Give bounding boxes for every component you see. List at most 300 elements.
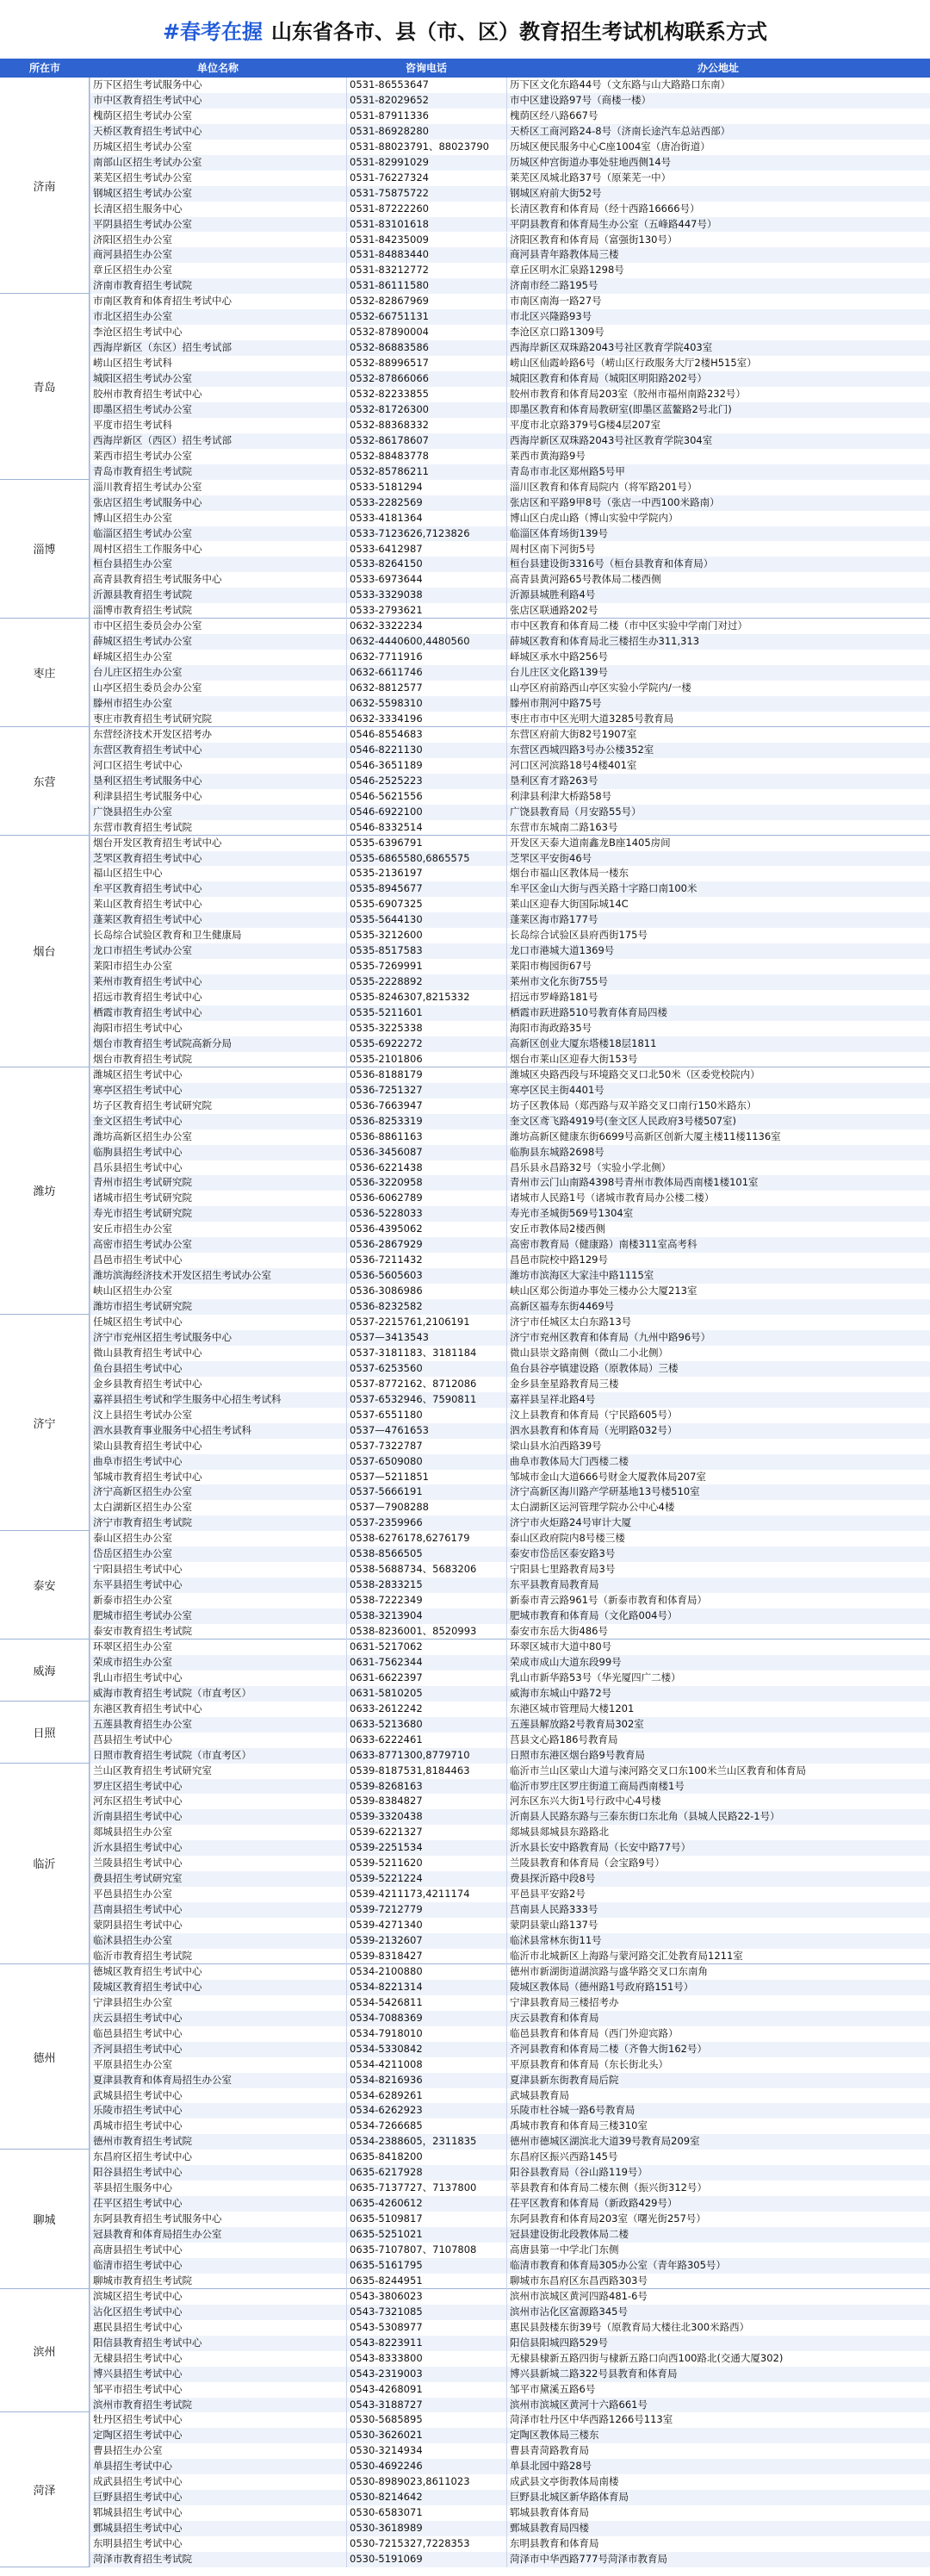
city-label: 日照 [0,1702,90,1763]
address-cell: 东平县教育局教育局 [506,1577,930,1593]
phone-cell: 0537-6253560 [346,1361,506,1377]
table-row [90,2119,930,2134]
table-row [90,155,930,171]
phone-cell: 0532-81726300 [346,402,506,418]
unit-name-cell: 武城县招生考试中心 [90,2088,346,2104]
title-text: 山东省各市、县（市、区）教育招生考试机构联系方式 [271,19,768,44]
city-label: 东营 [0,727,90,835]
table-row [90,881,930,897]
unit-name-cell: 高密市招生考试办公室 [90,1237,346,1253]
phone-cell: 0635-7107807、7107808 [346,2243,506,2258]
phone-cell: 0632-3334196 [346,712,506,727]
unit-name-cell: 禹城市招生考试中心 [90,2119,346,2134]
address-cell: 邹城市金山大道666号财金大厦教体局207室 [506,1470,930,1485]
table-row [90,1129,930,1145]
address-cell: 莘县教育和体育局二楼东侧（振兴街312号） [506,2181,930,2196]
address-cell: 历下区文化东路44号（文东路与山大路路口东南） [506,78,930,93]
phone-cell: 0635-5109817 [346,2212,506,2227]
address-cell: 禹城市教育和体育局三楼310室 [506,2119,930,2134]
phone-cell: 0537—3413543 [346,1330,506,1346]
table-row [90,2134,930,2150]
phone-cell: 0539-7212779 [346,1902,506,1918]
table-row [90,2474,930,2490]
phone-cell: 0531-84883440 [346,247,506,263]
unit-name-cell: 烟台市教育招生考试院高新分局 [90,1036,346,1052]
phone-cell: 0530-4692246 [346,2459,506,2474]
phone-cell: 0536-8232582 [346,1299,506,1315]
phone-cell: 0530-3618989 [346,2521,506,2536]
phone-cell: 0538-2833215 [346,1577,506,1593]
address-cell: 崂山区仙霞岭路6号（崂山区行政服务大厅2楼H515室） [506,356,930,371]
table-row [90,263,930,278]
city-label: 济宁 [0,1315,90,1530]
unit-name-cell: 曹县招生办公室 [90,2443,346,2459]
phone-cell: 0531-86928280 [346,124,506,140]
phone-cell: 0535-5644130 [346,912,506,928]
phone-cell: 0543-8333800 [346,2351,506,2367]
table-row [90,2367,930,2382]
unit-name-cell: 巨野县招生考试中心 [90,2490,346,2505]
table-row [90,1764,930,1779]
unit-name-cell: 高青县教育招生考试服务中心 [90,572,346,588]
unit-name-cell: 东港区教育招生考试中心 [90,1702,346,1717]
unit-name-cell: 牡丹区招生考试中心 [90,2412,346,2428]
city-label: 济南 [0,78,90,293]
table-row [90,1021,930,1036]
unit-name-cell: 无棣县招生考试中心 [90,2351,346,2367]
table-row [90,2243,930,2258]
table-row [90,2103,930,2119]
phone-cell: 0530-8214642 [346,2490,506,2505]
table-row [90,2552,930,2567]
table-row [90,588,930,603]
phone-cell: 0633-5213680 [346,1717,506,1733]
phone-cell: 0535-6396791 [346,836,506,851]
table-row [90,2088,930,2104]
header-address: 办公地址 [697,62,739,74]
phone-cell: 0539-4211173,4211174 [346,1887,506,1902]
phone-cell: 0538-8236001、8520993 [346,1624,506,1640]
address-cell: 历城区便民服务中心C座1004室（唐冶街道） [506,140,930,155]
table-row [90,140,930,155]
phone-cell: 0631-6622397 [346,1671,506,1686]
table-row [90,1175,930,1191]
table-row [90,402,930,418]
address-cell: 沂南县人民路东路与三泰东街口东北角（县城人民路22-1号） [506,1809,930,1825]
unit-name-cell: 烟台开发区教育招生考试中心 [90,836,346,851]
table-row [90,603,930,619]
phone-cell: 0535-8517583 [346,943,506,959]
unit-name-cell: 南部山区招生考试办公室 [90,155,346,171]
phone-cell: 0538-8566505 [346,1546,506,1562]
unit-name-cell: 陵城区教育招生考试中心 [90,1980,346,1995]
unit-name-cell: 沂南县招生考试中心 [90,1809,346,1825]
address-cell: 张店区和平路9甲8号（张店一中西100米路南） [506,495,930,511]
phone-cell: 0534-2388605，2311835 [346,2134,506,2150]
table-row [90,1608,930,1624]
phone-cell: 0543-8223911 [346,2336,506,2351]
address-cell: 齐河县教育和体育局二楼（齐鲁大街162号） [506,2042,930,2057]
phone-cell: 0531-88023791、88023790 [346,140,506,155]
city-group [0,2289,930,2413]
city-label: 淄博 [0,480,90,619]
table-row [90,1949,930,1964]
unit-name-cell: 宁阳县招生考试中心 [90,1562,346,1577]
unit-name-cell: 临淄区招生考试办公室 [90,526,346,542]
unit-name-cell: 罗庄区招生考试中心 [90,1779,346,1795]
table-row [90,619,930,634]
phone-cell: 0533-5181294 [346,480,506,495]
city-group [0,1067,930,1315]
city-group [0,294,930,479]
table-row [90,2443,930,2459]
address-cell: 兰陵县教育和体育局（会宝路9号） [506,1856,930,1871]
unit-name-cell: 环翠区招生办公室 [90,1640,346,1655]
phone-cell: 0535-8945677 [346,881,506,897]
phone-cell: 0536-4395062 [346,1222,506,1237]
unit-name-cell: 惠民县招生考试中心 [90,2320,346,2336]
phone-cell: 0539-8268163 [346,1779,506,1795]
address-cell: 新泰市青云路961号（新泰市教育和体育局） [506,1593,930,1608]
city-group [0,1764,930,1964]
phone-cell: 0533-6412987 [346,542,506,557]
table-row [90,2227,930,2243]
phone-cell: 0536-6062789 [346,1191,506,1206]
address-cell: 五莲县解放路2号教育局302室 [506,1717,930,1733]
city-group [0,619,930,727]
unit-name-cell: 河东区招生考试中心 [90,1794,346,1809]
address-cell: 济宁市兖州区教育和体育局（九州中路96号） [506,1330,930,1346]
phone-cell: 0546-5621556 [346,789,506,805]
phone-cell: 0534-5426811 [346,1995,506,2011]
table-row [90,836,930,851]
table-row [90,2212,930,2227]
address-cell: 乐陵市杜谷城一路6号教育局 [506,2103,930,2119]
unit-name-cell: 钢城区招生考试办公室 [90,186,346,202]
address-cell: 周村区南下河街5号 [506,542,930,557]
phone-cell: 0536-5228033 [346,1206,506,1222]
phone-cell: 0537-3181183、3181184 [346,1346,506,1361]
unit-name-cell: 东营经济技术开发区招考办 [90,727,346,743]
address-cell: 微山县崇文路南侧（微山二小北侧） [506,1346,930,1361]
phone-cell: 0537—7908288 [346,1500,506,1515]
table-row [90,542,930,557]
address-cell: 夏津县新东街教育局后院 [506,2073,930,2088]
address-cell: 钢城区府前大街52号 [506,186,930,202]
city-label: 威海 [0,1640,90,1701]
phone-cell: 0536-8253319 [346,1114,506,1129]
phone-cell: 0539-2132607 [346,1933,506,1949]
address-cell: 邹平市黛溪五路6号 [506,2382,930,2398]
table-row [90,309,930,325]
phone-cell: 0533-2793621 [346,603,506,619]
table-row [90,2428,930,2443]
unit-name-cell: 潍城区招生考试中心 [90,1067,346,1083]
address-cell: 龙口市港城大道1369号 [506,943,930,959]
table-row [90,1995,930,2011]
city-group [0,2150,930,2289]
unit-name-cell: 昌乐县招生考试中心 [90,1160,346,1176]
phone-cell: 0534-7918010 [346,2026,506,2042]
address-cell: 市南区南海一路27号 [506,294,930,309]
unit-name-cell: 天桥区教育招生考试中心 [90,124,346,140]
address-cell: 东港区城市管理局大楼1201 [506,1702,930,1717]
unit-name-cell: 夏津县教育和体育局招生办公室 [90,2073,346,2088]
unit-name-cell: 商河县招生办公室 [90,247,346,263]
unit-name-cell: 乐陵市招生考试中心 [90,2103,346,2119]
address-cell: 淄川区教育和体育局院内（将军路201号） [506,480,930,495]
phone-cell: 0533-4181364 [346,511,506,526]
address-cell: 临沂市兰山区蒙山大道与涑河路交叉口东100米兰山区教育和体育局 [506,1764,930,1779]
address-cell: 滨州市滨城区黄河四路481-6号 [506,2289,930,2305]
address-cell: 槐荫区经八路667号 [506,109,930,124]
phone-cell: 0537-2215761,2106191 [346,1315,506,1330]
table-row [90,511,930,526]
phone-cell: 0531-82991029 [346,155,506,171]
unit-name-cell: 梁山县教育招生考试中心 [90,1439,346,1454]
unit-name-cell: 胶州市教育招生考试中心 [90,387,346,402]
unit-name-cell: 定陶区招生考试中心 [90,2428,346,2443]
unit-name-cell: 济南市教育招生考试院 [90,278,346,294]
address-cell: 泰安市岱岳区泰安路3号 [506,1546,930,1562]
table-row [90,1671,930,1686]
address-cell: 寒亭区民主街4401号 [506,1083,930,1098]
table-row [90,681,930,696]
phone-cell: 0534-7266685 [346,2119,506,2134]
phone-cell: 0531-87222260 [346,202,506,217]
unit-name-cell: 莱西市招生考试办公室 [90,449,346,464]
phone-cell: 0539-2251534 [346,1840,506,1856]
address-cell: 青岛市市北区郑州路5号甲 [506,464,930,480]
table-row [90,1484,930,1500]
address-cell: 莱州市文化东街755号 [506,974,930,990]
phone-cell: 0538-6276178,6276179 [346,1531,506,1546]
unit-name-cell: 西海岸新区（西区）招生考试部 [90,433,346,449]
unit-name-cell: 长清区招生服务中心 [90,202,346,217]
address-cell: 西海岸新区双珠路2043号社区教育学院304室 [506,433,930,449]
unit-name-cell: 兰山区教育招生考试研究室 [90,1764,346,1779]
phone-cell: 0535-7269991 [346,959,506,974]
unit-name-cell: 坊子区教育招生考试研究院 [90,1098,346,1114]
table-row [90,1423,930,1439]
address-cell: 泰山区政府院内8号楼三楼 [506,1531,930,1546]
phone-cell: 0534-7088369 [346,2011,506,2026]
address-cell: 李沧区京口路1309号 [506,325,930,340]
unit-name-cell: 淄川教育招生考试办公室 [90,480,346,495]
phone-cell: 0631-5810205 [346,1686,506,1702]
unit-name-cell: 章丘区招生办公室 [90,263,346,278]
address-cell: 寿光市圣城街569号1304室 [506,1206,930,1222]
address-cell: 荣成市成山大道东段99号 [506,1655,930,1671]
table-row [90,2505,930,2521]
table-row [90,743,930,758]
phone-cell: 0537—5211851 [346,1470,506,1485]
unit-name-cell: 薛城区招生考试办公室 [90,634,346,650]
unit-name-cell: 荣成市招生办公室 [90,1655,346,1671]
phone-cell: 0539-4271340 [346,1918,506,1933]
phone-cell: 0532-88483778 [346,449,506,464]
unit-name-cell: 桓台县招生办公室 [90,557,346,572]
table-row [90,124,930,140]
address-cell: 历城区仲宫街道办事处驻地西侧14号 [506,155,930,171]
unit-name-cell: 泰安市教育招生考试院 [90,1624,346,1640]
address-cell: 市中区建设路97号（商楼一楼） [506,93,930,109]
phone-cell: 0532-66751131 [346,309,506,325]
phone-cell: 0633-6222461 [346,1733,506,1748]
phone-cell: 0546-8221130 [346,743,506,758]
phone-cell: 0635-4260612 [346,2196,506,2212]
unit-name-cell: 东营市教育招生考试院 [90,820,346,836]
phone-cell: 0535-6922272 [346,1036,506,1052]
phone-cell: 0632-3322234 [346,619,506,634]
unit-name-cell: 奎文区招生考试中心 [90,1114,346,1129]
unit-name-cell: 海阳市招生考试中心 [90,1021,346,1036]
address-cell: 奎文区鸢飞路4919号(奎文区人民政府3号楼507室) [506,1114,930,1129]
table-row [90,2258,930,2274]
unit-name-cell: 滕州市招生办公室 [90,696,346,712]
address-cell: 成武县文亭街教体局南楼 [506,2474,930,2490]
table-row [90,2073,930,2088]
table-row [90,247,930,263]
address-cell: 峄城区承水中路256号 [506,650,930,665]
phone-cell: 0532-82867969 [346,294,506,309]
address-cell: 东营区西城四路3号办公楼352室 [506,743,930,758]
unit-name-cell: 博兴县招生考试中心 [90,2367,346,2382]
table-row [90,1902,930,1918]
phone-cell: 0534-2100880 [346,1964,506,1980]
unit-name-cell: 兰陵县招生考试中心 [90,1856,346,1871]
phone-cell: 0536-8861163 [346,1129,506,1145]
city-label: 潍坊 [0,1067,90,1314]
address-cell: 陵城区教体局（德州路1号政府路151号） [506,1980,930,1995]
unit-name-cell: 临清市招生考试中心 [90,2258,346,2274]
address-cell: 章丘区明水汇泉路1298号 [506,263,930,278]
table-row [90,851,930,867]
table-row [90,774,930,789]
address-cell: 平度市北京路379号G楼4层207室 [506,418,930,433]
phone-cell: 0531-83212772 [346,263,506,278]
phone-cell: 0530-6583071 [346,2505,506,2521]
unit-name-cell: 郯城县招生办公室 [90,1825,346,1840]
table-row [90,1577,930,1593]
unit-name-cell: 安丘市招生办公室 [90,1222,346,1237]
unit-name-cell: 东平县招生考试中心 [90,1577,346,1593]
address-cell: 汶上县教育和体育局（宁民路605号） [506,1408,930,1423]
address-cell: 巨野县北城区新华路体育局 [506,2490,930,2505]
address-cell: 莒县文心路186号教育局 [506,1733,930,1748]
unit-name-cell: 莘县招生服务中心 [90,2181,346,2196]
unit-name-cell: 新泰市招生办公室 [90,1593,346,1608]
phone-cell: 0535-3225338 [346,1021,506,1036]
address-cell: 临邑县教育和体育局（西门外迎宾路） [506,2026,930,2042]
phone-cell: 0537-6509080 [346,1454,506,1470]
unit-name-cell: 临沂市教育招生考试院 [90,1949,346,1964]
phone-cell: 0536-5605603 [346,1268,506,1284]
address-cell: 泗水县教育和体育局（光明路032号） [506,1423,930,1439]
address-cell: 菏泽市中华西路777号菏泽市教育局 [506,2552,930,2567]
table-row [90,1624,930,1640]
unit-name-cell: 芝罘区教育招生考试中心 [90,851,346,867]
unit-name-cell: 鄄城县招生考试中心 [90,2521,346,2536]
table-row [90,387,930,402]
phone-cell: 0530-3214934 [346,2443,506,2459]
unit-name-cell: 栖霞市教育招生考试中心 [90,1005,346,1021]
unit-name-cell: 泗水县教育事业服务中心招生考试科 [90,1423,346,1439]
table-row [90,1330,930,1346]
unit-name-cell: 峡山区招生办公室 [90,1284,346,1299]
phone-cell: 0543-4268091 [346,2382,506,2398]
address-cell: 郯城县郯城县东路路北 [506,1825,930,1840]
unit-name-cell: 单县招生考试中心 [90,2459,346,2474]
table-row [90,1825,930,1840]
city-group [0,78,930,294]
table-row [90,805,930,820]
phone-cell: 0535-8246307,8215332 [346,990,506,1005]
unit-name-cell: 平邑县招生办公室 [90,1887,346,1902]
unit-name-cell: 山亭区招生委员会办公室 [90,681,346,696]
phone-cell: 0537-5666191 [346,1484,506,1500]
phone-cell: 0546-8332514 [346,820,506,836]
address-cell: 日照市东港区烟台路9号教育局 [506,1748,930,1764]
address-cell: 潍坊市滨海区大家洼中路1115室 [506,1268,930,1284]
table-row [90,2274,930,2289]
unit-name-cell: 长岛综合试验区教育和卫生健康局 [90,928,346,943]
unit-name-cell: 峄城区招生办公室 [90,650,346,665]
address-cell: 长清区教育和体育局（经十西路16666号） [506,202,930,217]
table-row [90,2011,930,2026]
city-group [0,836,930,1067]
address-cell: 德州市新湖街道湖滨路与盛华路交叉口东南角 [506,1964,930,1980]
table-row [90,1315,930,1330]
unit-name-cell: 蒙阴县招生考试中心 [90,1918,346,1933]
table-row [90,1470,930,1485]
table-row [90,1500,930,1515]
unit-name-cell: 茌平区招生考试中心 [90,2196,346,2212]
unit-name-cell: 费县招生考试研究室 [90,1871,346,1887]
table-row [90,1299,930,1315]
unit-name-cell: 菏泽市教育招生考试院 [90,2552,346,2567]
address-cell: 平阴县教育和体育局生办公室（五峰路447号） [506,217,930,233]
unit-name-cell: 寒亭区招生考试中心 [90,1083,346,1098]
table-row [90,1918,930,1933]
unit-name-cell: 垦利区招生考试服务中心 [90,774,346,789]
phone-cell: 0539-8187531,8184463 [346,1764,506,1779]
table-row [90,1794,930,1809]
address-cell: 滨州市沾化区富源路345号 [506,2305,930,2320]
unit-name-cell: 东明县招生考试中心 [90,2536,346,2552]
phone-cell: 0530-5685895 [346,2412,506,2428]
table-row [90,2150,930,2165]
table-row [90,990,930,1005]
address-cell: 即墨区教育和体育局教研室(即墨区蓝鳌路2号北门) [506,402,930,418]
phone-cell: 0631-7562344 [346,1655,506,1671]
phone-cell: 0533-7123626,7123826 [346,526,506,542]
phone-cell: 0530-5191069 [346,2552,506,2567]
table-row [90,650,930,665]
address-cell: 济阳区教育和体育局（富强街130号） [506,233,930,248]
address-cell: 威海市东城山中路72号 [506,1686,930,1702]
table-row [90,1856,930,1871]
unit-name-cell: 临邑县招生考试中心 [90,2026,346,2042]
phone-cell: 0532-87890004 [346,325,506,340]
unit-name-cell: 东营区教育招生考试中心 [90,743,346,758]
table-row [90,1145,930,1160]
phone-cell: 0633-8771300,8779710 [346,1748,506,1764]
table-row [90,325,930,340]
phone-cell: 0536-3220958 [346,1175,506,1191]
address-cell: 宁阳县七里路教育局3号 [506,1562,930,1577]
table-row [90,1284,930,1299]
